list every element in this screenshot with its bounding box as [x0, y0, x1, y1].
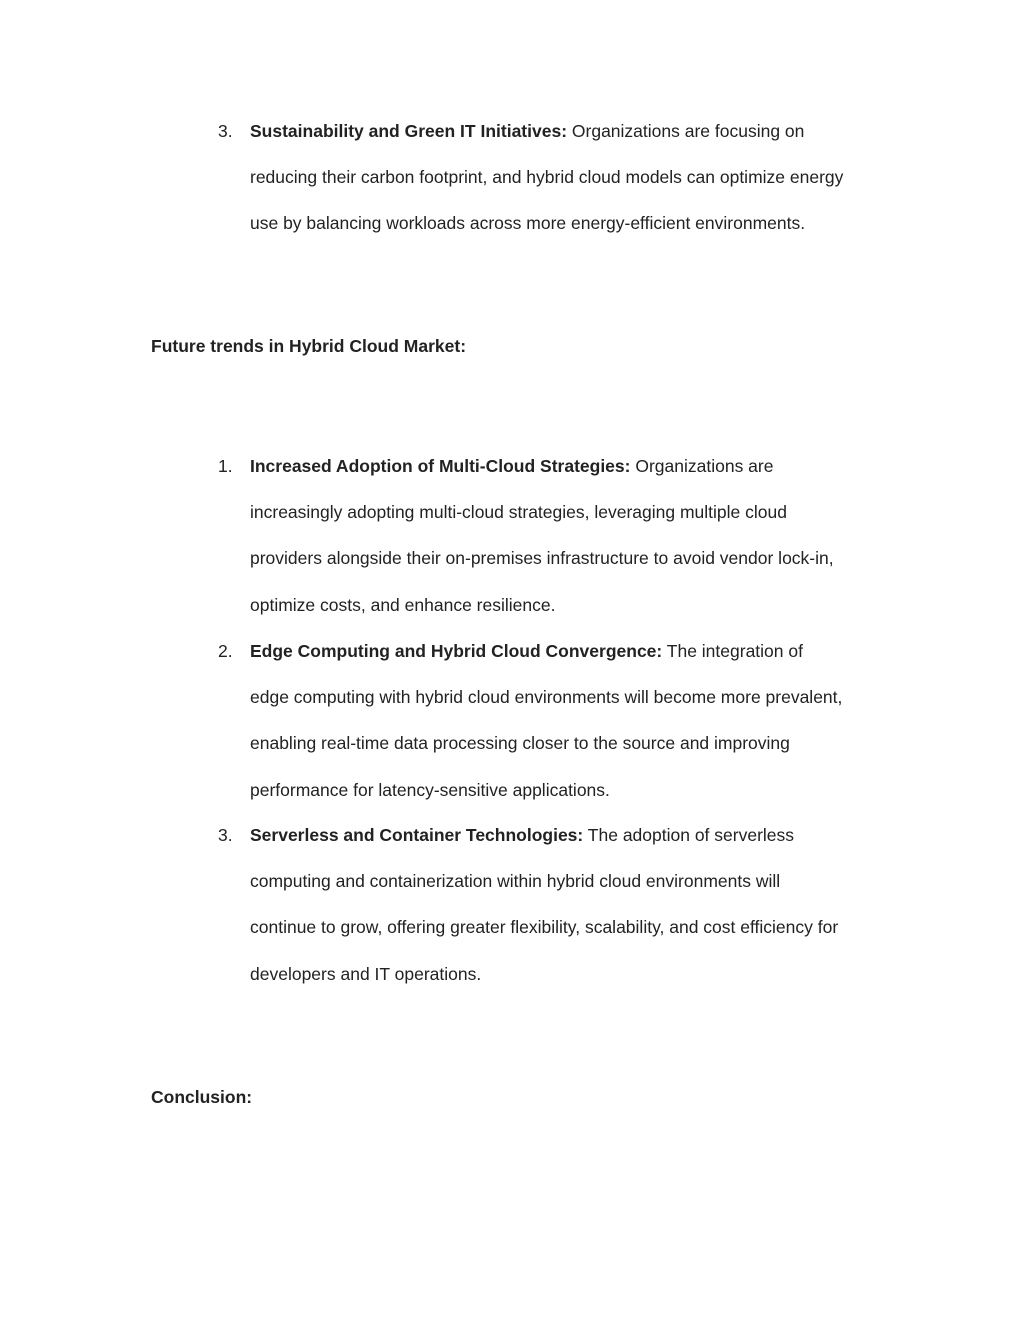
- list-item-line: [250, 443, 890, 489]
- list-item-text: [250, 628, 890, 813]
- list-item-line: developers and IT operations.: [250, 963, 482, 984]
- list-item-line: performance for latency-sensitive applications.: [250, 779, 610, 800]
- list-item-line: continue to grow, offering greater flexibility, scalability, and cost efficiency for: [250, 917, 839, 938]
- list-item-line-text: The integration of: [662, 641, 803, 661]
- list-item-term: Edge Computing and Hybrid Cloud Convergence:: [250, 641, 663, 661]
- list-item-line: optimize costs, and enhance resilience.: [250, 594, 556, 615]
- list-item-line: [250, 812, 890, 858]
- list-item-line-text: Organizations are: [630, 456, 774, 476]
- list-number: 2.: [218, 641, 233, 661]
- list-item-line: [250, 108, 890, 154]
- list-item-term: Serverless and Container Technologies:: [250, 825, 584, 845]
- list-item-term: Sustainability and Green IT Initiatives:: [250, 121, 568, 141]
- list-number: 3.: [218, 121, 233, 141]
- list-item-line: edge computing with hybrid cloud environments will become more prevalent,: [250, 687, 843, 708]
- list-item-term: Increased Adoption of Multi-Cloud Strategies:: [250, 456, 631, 476]
- section-heading-future-trends: Future trends in Hybrid Cloud Market:: [151, 336, 467, 356]
- list-number: 3.: [218, 825, 233, 845]
- list-item-line: [250, 628, 890, 674]
- list-item-line-text: The adoption of serverless: [583, 825, 795, 845]
- list-item-line: use by balancing workloads across more energy-efficient environments.: [250, 213, 806, 234]
- list-item-line: computing and containerization within hybrid cloud environments will: [250, 871, 781, 892]
- list-number: 1.: [218, 456, 233, 476]
- section-heading-conclusion: Conclusion:: [151, 1087, 253, 1107]
- list-item-text: [250, 108, 890, 247]
- list-item-text: [250, 812, 890, 997]
- list-item-line-text: Organizations are focusing on: [567, 121, 805, 141]
- list-item-line: enabling real-time data processing closer to the source and improving: [250, 733, 790, 754]
- list-item-line: providers alongside their on-premises infrastructure to avoid vendor lock-in,: [250, 548, 834, 569]
- list-item-line: increasingly adopting multi-cloud strategies, leveraging multiple cloud: [250, 502, 787, 523]
- list-item-line: reducing their carbon footprint, and hybrid cloud models can optimize energy: [250, 167, 844, 188]
- list-item-text: [250, 443, 890, 628]
